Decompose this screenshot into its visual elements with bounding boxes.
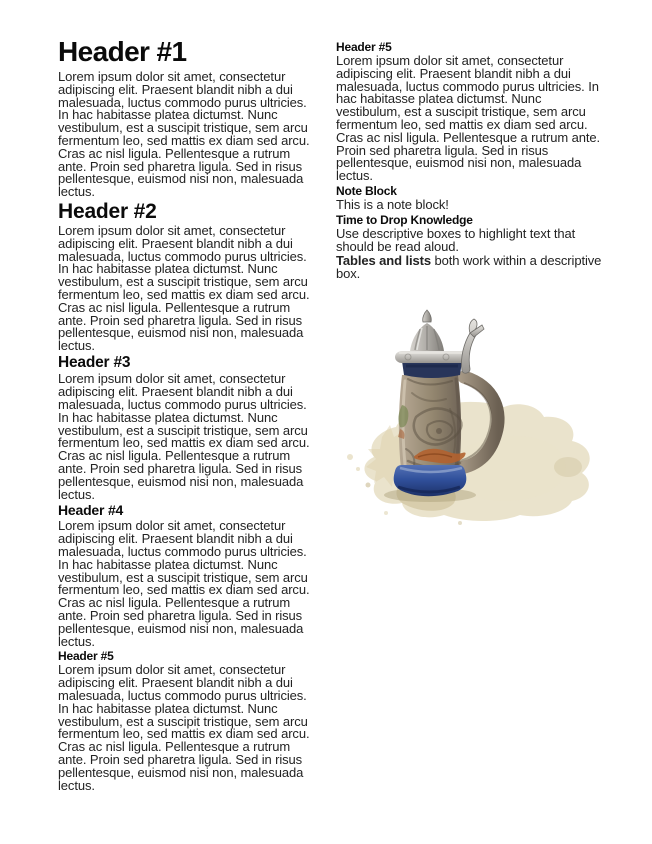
tables-note-rest: both work within a descriptive box.	[336, 253, 602, 282]
stein-body	[398, 375, 466, 479]
section-2-paragraph: Lorem ipsum dolor sit amet, consectetur adipiscing elit. Praesent blandit nibh a dui malesuada, luctus commodo purus ultricies. In hac habitasse platea dictumst. Nunc vestibulum, est a suscipit tristique, sem arcu fermentum leo, sed mattis ex diam sed arcu. Cras ac nisl ligula. Pellentesque a rutrum ante. Proin sed pharetra ligula. Sed in risus pellentesque, euismod nisi non, malesuada lectus.	[58, 222, 310, 354]
section-right-5	[336, 41, 606, 183]
stein-top-band	[402, 361, 462, 378]
tables-note-bold: Tables and lists	[336, 253, 431, 269]
section-1	[58, 38, 310, 199]
carving-eye	[436, 428, 442, 434]
section-3	[58, 355, 310, 501]
stein-base	[394, 465, 467, 496]
note-block	[336, 185, 606, 212]
section-2	[58, 201, 310, 353]
section-3-heading: Header #3	[58, 353, 131, 371]
knowledge-text: Use descriptive boxes to highlight text that should be read aloud.	[336, 225, 576, 254]
knowledge-heading: Time to Drop Knowledge	[336, 212, 473, 227]
section-2-heading: Header #2	[58, 199, 157, 223]
stein-thumb-lever	[461, 319, 484, 373]
section-5	[58, 650, 310, 792]
note-block-heading: Note Block	[336, 183, 397, 198]
section-right-5-paragraph: Lorem ipsum dolor sit amet, consectetur adipiscing elit. Praesent blandit nibh a dui malesuada, luctus commodo purus ultricies. In hac habitasse platea dictumst. Nunc vestibulum, est a suscipit tristique, sem arcu fermentum leo, sed mattis ex diam sed arcu. Cras ac nisl ligula. Pellentesque a rutrum ante. Proin sed pharetra ligula. Sed in risus pellentesque, euismod nisi non, malesuada lectus.	[336, 53, 601, 184]
knowledge-block	[336, 214, 606, 281]
splash-speckle	[366, 482, 371, 487]
beer-stein-illustration	[342, 309, 604, 529]
splash-speckle	[347, 454, 353, 460]
section-4-heading: Header #4	[58, 502, 124, 519]
section-5-heading: Header #5	[58, 649, 114, 664]
section-right-5-heading: Header #5	[336, 40, 392, 54]
note-block-text: This is a note block!	[336, 196, 449, 212]
section-4	[58, 503, 310, 648]
section-1-heading: Header #1	[58, 36, 187, 67]
section-4-paragraph: Lorem ipsum dolor sit amet, consectetur adipiscing elit. Praesent blandit nibh a dui malesuada, luctus commodo purus ultricies. In hac habitasse platea dictumst. Nunc vestibulum, est a suscipit tristique, sem arcu fermentum leo, sed mattis ex diam sed arcu. Cras ac nisl ligula. Pellentesque a rutrum ante. Proin sed pharetra ligula. Sed in risus pellentesque, euismod nisi non, malesuada lectus.	[58, 518, 310, 649]
splash-speckle	[458, 521, 462, 525]
left-column	[58, 0, 310, 794]
beer-stein-svg	[342, 309, 604, 529]
section-1-paragraph: Lorem ipsum dolor sit amet, consectetur adipiscing elit. Praesent blandit nibh a dui malesuada, luctus commodo purus ultricies. In hac habitasse platea dictumst. Nunc vestibulum, est a suscipit tristique, sem arcu fermentum leo, sed mattis ex diam sed arcu. Cras ac nisl ligula. Pellentesque a rutrum ante. Proin sed pharetra ligula. Sed in risus pellentesque, euismod nisi non, malesuada lectus.	[58, 69, 310, 200]
section-5-paragraph: Lorem ipsum dolor sit amet, consectetur adipiscing elit. Praesent blandit nibh a dui malesuada, luctus commodo purus ultricies. In hac habitasse platea dictumst. Nunc vestibulum, est a suscipit tristique, sem arcu fermentum leo, sed mattis ex diam sed arcu. Cras ac nisl ligula. Pellentesque a rutrum ante. Proin sed pharetra ligula. Sed in risus pellentesque, euismod nisi non, malesuada lectus.	[58, 662, 310, 793]
splash-dark-right	[554, 457, 582, 477]
stein-lid	[395, 310, 469, 363]
tables-note	[336, 255, 606, 281]
splash-speckle	[384, 511, 388, 515]
section-3-paragraph: Lorem ipsum dolor sit amet, consectetur adipiscing elit. Praesent blandit nibh a dui malesuada, luctus commodo purus ultricies. In hac habitasse platea dictumst. Nunc vestibulum, est a suscipit tristique, sem arcu fermentum leo, sed mattis ex diam sed arcu. Cras ac nisl ligula. Pellentesque a rutrum ante. Proin sed pharetra ligula. Sed in risus pellentesque, euismod nisi non, malesuada lectus.	[58, 371, 310, 502]
right-column	[336, 0, 606, 529]
lid-finial	[423, 310, 432, 322]
splash-speckle	[356, 467, 360, 471]
